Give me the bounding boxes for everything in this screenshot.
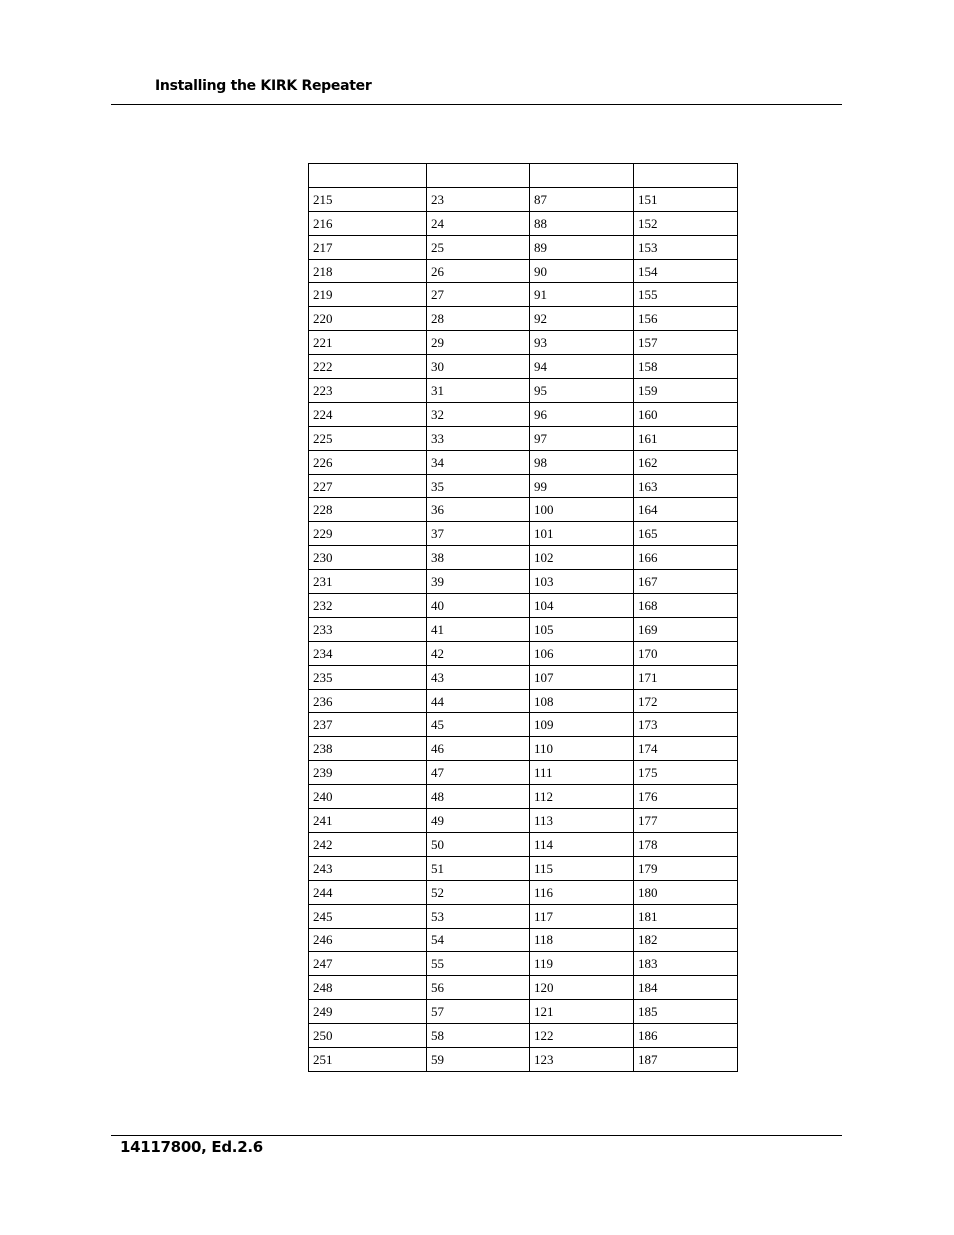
table-cell: 224: [309, 402, 427, 426]
table-cell: 54: [427, 928, 530, 952]
table-cell: 240: [309, 785, 427, 809]
table-cell: 165: [634, 522, 738, 546]
table-cell: 50: [427, 832, 530, 856]
table-cell: 29: [427, 331, 530, 355]
table-cell: 243: [309, 856, 427, 880]
table-cell: 32: [427, 402, 530, 426]
table-cell: 45: [427, 713, 530, 737]
table-row: [309, 450, 738, 474]
table-cell: 117: [530, 904, 634, 928]
table-cell: 102: [530, 546, 634, 570]
table-cell: 58: [427, 1024, 530, 1048]
table-cell: 118: [530, 928, 634, 952]
table-cell: 89: [530, 235, 634, 259]
table-cell: 229: [309, 522, 427, 546]
table-cell: 160: [634, 402, 738, 426]
table-cell: 111: [530, 761, 634, 785]
table-cell: 169: [634, 617, 738, 641]
table-cell: 159: [634, 379, 738, 403]
table-cell: 175: [634, 761, 738, 785]
table-row: [309, 546, 738, 570]
table-cell: 239: [309, 761, 427, 785]
table-cell: 35: [427, 474, 530, 498]
table-cell: 100: [530, 498, 634, 522]
table-row: [309, 689, 738, 713]
table-cell: 95: [530, 379, 634, 403]
table-row: [309, 594, 738, 618]
number-table-body: [309, 164, 738, 1072]
table-cell: 44: [427, 689, 530, 713]
table-cell: 218: [309, 259, 427, 283]
table-cell: 51: [427, 856, 530, 880]
table-cell: 182: [634, 928, 738, 952]
table-row: [309, 402, 738, 426]
table-cell: 31: [427, 379, 530, 403]
table-header-row: [309, 164, 738, 188]
table-cell: 157: [634, 331, 738, 355]
table-cell: 109: [530, 713, 634, 737]
table-row: [309, 1047, 738, 1071]
table-cell: 42: [427, 641, 530, 665]
table-cell: 91: [530, 283, 634, 307]
table-cell: 233: [309, 617, 427, 641]
table-cell: 151: [634, 187, 738, 211]
table-cell: 90: [530, 259, 634, 283]
table-cell: 113: [530, 809, 634, 833]
table-cell: 87: [530, 187, 634, 211]
table-cell: 39: [427, 570, 530, 594]
table-cell: 246: [309, 928, 427, 952]
table-row: [309, 641, 738, 665]
table-cell: 170: [634, 641, 738, 665]
table-cell: 166: [634, 546, 738, 570]
table-cell: 232: [309, 594, 427, 618]
table-cell: 167: [634, 570, 738, 594]
table-cell: 27: [427, 283, 530, 307]
table-cell: 110: [530, 737, 634, 761]
table-header-cell: [427, 164, 530, 188]
table-row: [309, 713, 738, 737]
table-row: [309, 522, 738, 546]
table-cell: 28: [427, 307, 530, 331]
table-cell: 52: [427, 880, 530, 904]
table-cell: 186: [634, 1024, 738, 1048]
table-row: [309, 785, 738, 809]
table-cell: 36: [427, 498, 530, 522]
number-table: [308, 163, 738, 1072]
table-cell: 223: [309, 379, 427, 403]
table-cell: 115: [530, 856, 634, 880]
table-cell: 231: [309, 570, 427, 594]
table-cell: 88: [530, 211, 634, 235]
table-cell: 226: [309, 450, 427, 474]
table-cell: 49: [427, 809, 530, 833]
table-cell: 56: [427, 976, 530, 1000]
table-cell: 156: [634, 307, 738, 331]
table-header-cell: [530, 164, 634, 188]
table-row: [309, 737, 738, 761]
table-cell: 221: [309, 331, 427, 355]
table-cell: 46: [427, 737, 530, 761]
table-cell: 107: [530, 665, 634, 689]
table-cell: 222: [309, 355, 427, 379]
table-row: [309, 211, 738, 235]
table-cell: 57: [427, 1000, 530, 1024]
table-cell: 180: [634, 880, 738, 904]
table-cell: 152: [634, 211, 738, 235]
table-cell: 106: [530, 641, 634, 665]
table-cell: 41: [427, 617, 530, 641]
table-row: [309, 952, 738, 976]
table-row: [309, 283, 738, 307]
table-cell: 164: [634, 498, 738, 522]
table-cell: 105: [530, 617, 634, 641]
table-cell: 162: [634, 450, 738, 474]
table-cell: 112: [530, 785, 634, 809]
table-cell: 228: [309, 498, 427, 522]
table-cell: 98: [530, 450, 634, 474]
table-row: [309, 809, 738, 833]
table-cell: 94: [530, 355, 634, 379]
table-row: [309, 235, 738, 259]
table-row: [309, 1024, 738, 1048]
footer-divider: [111, 1135, 842, 1136]
table-cell: 104: [530, 594, 634, 618]
table-row: [309, 761, 738, 785]
table-cell: 119: [530, 952, 634, 976]
table-row: [309, 355, 738, 379]
table-cell: 48: [427, 785, 530, 809]
table-cell: 235: [309, 665, 427, 689]
table-cell: 38: [427, 546, 530, 570]
table-cell: 55: [427, 952, 530, 976]
table-cell: 230: [309, 546, 427, 570]
table-row: [309, 832, 738, 856]
table-row: [309, 474, 738, 498]
table-cell: 23: [427, 187, 530, 211]
table-cell: 154: [634, 259, 738, 283]
table-cell: 121: [530, 1000, 634, 1024]
table-cell: 187: [634, 1047, 738, 1071]
table-cell: 123: [530, 1047, 634, 1071]
table-cell: 185: [634, 1000, 738, 1024]
table-cell: 250: [309, 1024, 427, 1048]
table-cell: 40: [427, 594, 530, 618]
header-divider: [111, 104, 842, 105]
table-row: [309, 307, 738, 331]
table-cell: 249: [309, 1000, 427, 1024]
table-cell: 234: [309, 641, 427, 665]
table-cell: 244: [309, 880, 427, 904]
table-row: [309, 379, 738, 403]
table-cell: 59: [427, 1047, 530, 1071]
table-cell: 114: [530, 832, 634, 856]
table-row: [309, 426, 738, 450]
table-cell: 176: [634, 785, 738, 809]
table-row: [309, 976, 738, 1000]
page-header-title: Installing the KIRK Repeater: [155, 78, 372, 94]
page-footer-doc-id: 14117800, Ed.2.6: [120, 1138, 263, 1156]
table-cell: 225: [309, 426, 427, 450]
table-cell: 53: [427, 904, 530, 928]
table-cell: 96: [530, 402, 634, 426]
table-cell: 236: [309, 689, 427, 713]
table-cell: 216: [309, 211, 427, 235]
table-cell: 120: [530, 976, 634, 1000]
table-cell: 99: [530, 474, 634, 498]
table-cell: 37: [427, 522, 530, 546]
table-cell: 172: [634, 689, 738, 713]
table-cell: 174: [634, 737, 738, 761]
table-cell: 93: [530, 331, 634, 355]
table-cell: 158: [634, 355, 738, 379]
table-cell: 184: [634, 976, 738, 1000]
table-row: [309, 904, 738, 928]
table-cell: 153: [634, 235, 738, 259]
table-cell: 241: [309, 809, 427, 833]
table-cell: 237: [309, 713, 427, 737]
table-cell: 248: [309, 976, 427, 1000]
table-row: [309, 880, 738, 904]
table-cell: 101: [530, 522, 634, 546]
table-cell: 122: [530, 1024, 634, 1048]
table-cell: 33: [427, 426, 530, 450]
table-row: [309, 928, 738, 952]
table-cell: 26: [427, 259, 530, 283]
table-cell: 217: [309, 235, 427, 259]
table-cell: 103: [530, 570, 634, 594]
table-row: [309, 570, 738, 594]
table-cell: 34: [427, 450, 530, 474]
table-cell: 178: [634, 832, 738, 856]
table-row: [309, 856, 738, 880]
table-row: [309, 259, 738, 283]
table-row: [309, 617, 738, 641]
table-cell: 227: [309, 474, 427, 498]
table-cell: 108: [530, 689, 634, 713]
table-cell: 168: [634, 594, 738, 618]
table-cell: 215: [309, 187, 427, 211]
table-cell: 177: [634, 809, 738, 833]
table-cell: 219: [309, 283, 427, 307]
table-cell: 171: [634, 665, 738, 689]
table-cell: 181: [634, 904, 738, 928]
table-cell: 47: [427, 761, 530, 785]
table-header-cell: [309, 164, 427, 188]
table-cell: 179: [634, 856, 738, 880]
table-cell: 92: [530, 307, 634, 331]
table-cell: 97: [530, 426, 634, 450]
table-cell: 247: [309, 952, 427, 976]
table-cell: 30: [427, 355, 530, 379]
table-cell: 238: [309, 737, 427, 761]
table-row: [309, 498, 738, 522]
table-row: [309, 187, 738, 211]
table-cell: 163: [634, 474, 738, 498]
table-cell: 242: [309, 832, 427, 856]
table-cell: 251: [309, 1047, 427, 1071]
table-cell: 25: [427, 235, 530, 259]
table-cell: 183: [634, 952, 738, 976]
table-cell: 24: [427, 211, 530, 235]
table-header-cell: [634, 164, 738, 188]
table-cell: 173: [634, 713, 738, 737]
table-row: [309, 665, 738, 689]
table-row: [309, 331, 738, 355]
table-cell: 155: [634, 283, 738, 307]
table-row: [309, 1000, 738, 1024]
table-cell: 43: [427, 665, 530, 689]
table-cell: 116: [530, 880, 634, 904]
table-cell: 245: [309, 904, 427, 928]
table-cell: 161: [634, 426, 738, 450]
table-cell: 220: [309, 307, 427, 331]
